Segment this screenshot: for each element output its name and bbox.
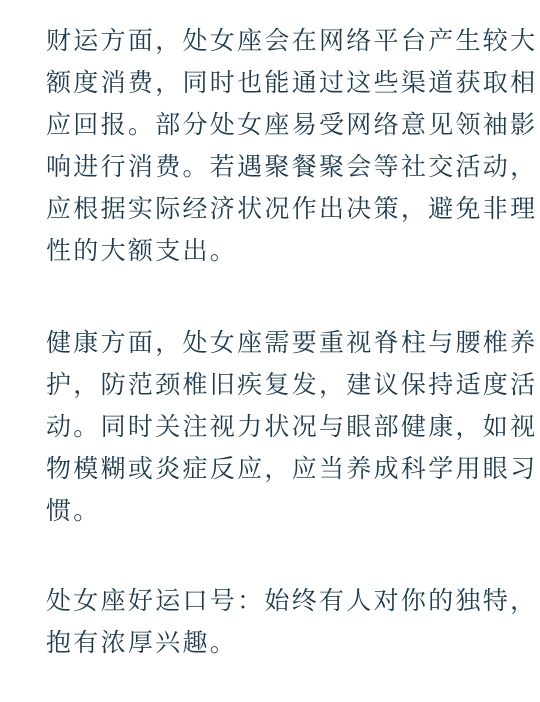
text-line: 护，防范颈椎旧疾复发，建议保持适度活 — [46, 370, 538, 399]
health-paragraph — [46, 322, 538, 532]
lucky-slogan-paragraph — [46, 580, 538, 664]
text-line: 抱有浓厚兴趣。 — [46, 628, 238, 657]
text-line: 物模糊或炎症反应，应当养成科学用眼习 — [46, 454, 538, 483]
text-line: 健康方面，处女座需要重视脊柱与腰椎养 — [46, 328, 538, 357]
text-line: 应回报。部分处女座易受网络意见领袖影 — [46, 110, 538, 139]
text-line: 额度消费，同时也能通过这些渠道获取相 — [46, 68, 538, 97]
text-line: 响进行消费。若遇聚餐聚会等社交活动， — [46, 152, 538, 181]
text-line: 处女座好运口号：始终有人对你的独特， — [46, 586, 538, 615]
text-line: 应根据实际经济状况作出决策，避免非理 — [46, 194, 538, 223]
text-line: 惯。 — [46, 496, 101, 525]
article-body — [46, 0, 538, 702]
text-line: 动。同时关注视力状况与眼部健康，如视 — [46, 412, 538, 441]
text-line: 性的大额支出。 — [46, 236, 238, 265]
finance-paragraph — [46, 20, 538, 272]
text-line: 财运方面，处女座会在网络平台产生较大 — [46, 26, 538, 55]
